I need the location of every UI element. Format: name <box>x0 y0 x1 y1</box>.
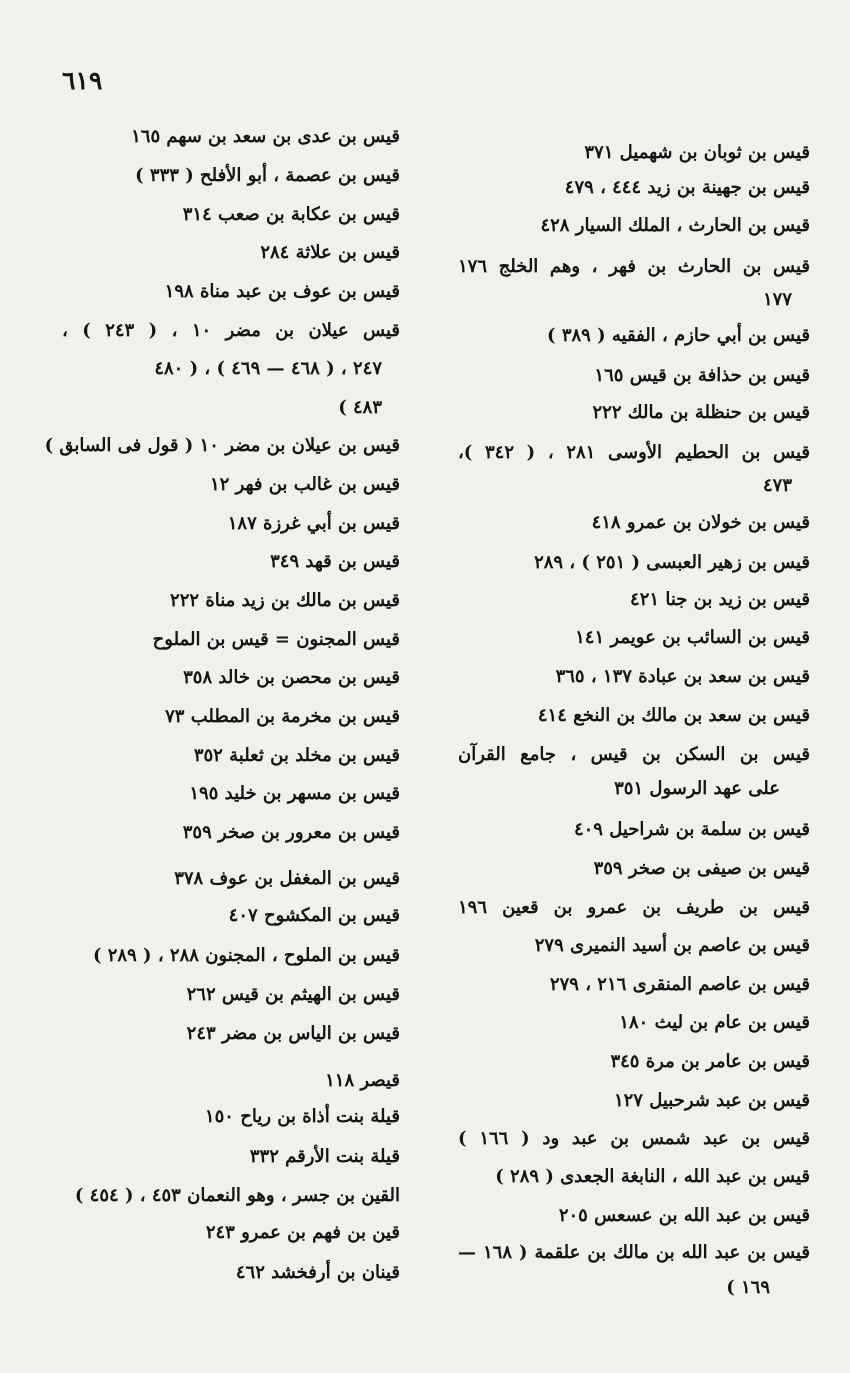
index-entry: قيس بن الحارث بن فهر ، وهم الخلج ١٧٦ <box>458 256 810 277</box>
index-entry: قيس بن أبي حازم ، الفقيه ( ٣٨٩ ) <box>547 325 810 346</box>
index-entry: قيس بن قهد ٣٤٩ <box>270 551 400 572</box>
index-entry: قيس بن عبد شرحبيل ١٢٧ <box>613 1090 810 1111</box>
index-entry: قيس بن مسهر بن خليد ١٩٥ <box>189 783 400 804</box>
index-entry: قيس بن عكابة بن صعب ٣١٤ <box>182 204 400 225</box>
index-entry: قيس بن المغفل بن عوف ٣٧٨ <box>174 868 400 889</box>
index-entry: قيس بن جهينة بن زيد ٤٤٤ ، ٤٧٩ <box>564 177 810 198</box>
index-entry: قينان بن أرفخشد ٤٦٢ <box>235 1262 400 1283</box>
index-entry: قين بن فهم بن عمرو ٢٤٣ <box>205 1222 400 1243</box>
index-entry: قيس بن عوف بن عبد مناة ١٩٨ <box>164 281 400 302</box>
index-entry: قيس بن عبد شمس بن عبد ود ( ١٦٦ ) <box>458 1128 810 1149</box>
index-entry: قيس بن معرور بن صخر ٣٥٩ <box>182 822 400 843</box>
index-entry: قيس بن محصن بن خالد ٣٥٨ <box>183 667 400 688</box>
index-entry: قيس بن سعد بن عبادة ١٣٧ ، ٣٦٥ <box>555 666 810 687</box>
index-entry: قيلة بنت الأرقم ٣٣٢ <box>249 1146 400 1167</box>
index-entry: قيس بن أبي غرزة ١٨٧ <box>227 513 400 534</box>
index-entry: قيس بن الياس بن مضر ٢٤٣ <box>186 1023 400 1044</box>
index-entry: قيس بن طريف بن عمرو بن قعين ١٩٦ <box>458 897 810 918</box>
index-entry: قيس بن الهيثم بن قيس ٢٦٢ <box>186 984 400 1005</box>
index-entry-continuation: ٢٤٧ ، ( ٤٦٨ — ٤٦٩ ) ، ( ٤٨٠ <box>154 358 382 379</box>
index-entry: قيس بن عامر بن مرة ٣٤٥ <box>610 1051 810 1072</box>
page-number: ٦١٩ <box>62 66 103 95</box>
index-entry: قيس بن عدى بن سعد بن سهم ١٦٥ <box>131 126 400 147</box>
index-entry: قيس بن سعد بن مالك بن النخع ٤١٤ <box>537 705 810 726</box>
index-entry: قيس بن الملوح ، المجنون ٢٨٨ ، ( ٢٨٩ ) <box>92 945 400 966</box>
index-entry: قيس بن عصمة ، أبو الأفلح ( ٣٣٣ ) <box>135 165 400 186</box>
index-entry: قيس بن مخلد بن ثعلبة ٣٥٢ <box>193 745 400 766</box>
index-entry: قيس بن علاثة ٢٨٤ <box>260 242 400 263</box>
index-entry: قيس بن السكن بن قيس ، جامع القرآن <box>458 744 810 765</box>
index-entry: قيس بن عيلان بن مضر ١٠ ( قول فى السابق ) <box>44 435 400 456</box>
index-entry: قيس بن الحطيم الأوسى ٢٨١ ، ( ٣٤٢ )، <box>458 442 811 463</box>
index-entry: قيس بن حنظلة بن مالك ٢٢٢ <box>592 402 810 423</box>
index-entry-continuation: ١٦٩ ) <box>726 1277 770 1298</box>
index-entry: قيس بن حذافة بن قيس ١٦٥ <box>594 365 810 386</box>
index-entry: القين بن جسر ، وهو النعمان ٤٥٣ ، ( ٤٥٤ ) <box>74 1185 400 1206</box>
index-entry: قيس بن عبد الله ، النابغة الجعدى ( ٢٨٩ ) <box>495 1166 810 1187</box>
index-entry: قيس بن عبد الله بن مالك بن علقمة ( ١٦٨ — <box>458 1242 810 1263</box>
index-entry: قيس بن مخرمة بن المطلب ٧٣ <box>165 706 400 727</box>
index-entry: قيس بن عام بن ليث ١٨٠ <box>619 1012 810 1033</box>
index-entry: قيلة بنت أذاة بن رياح ١٥٠ <box>204 1106 400 1127</box>
index-entry: قيس بن السائب بن عويمر ١٤١ <box>575 627 810 648</box>
index-entry: قيس بن سلمة بن شراحيل ٤٠٩ <box>573 819 810 840</box>
index-entry: قيس عيلان بن مضر ١٠ ، ( ٢٤٣ ) ، <box>62 320 401 341</box>
index-entry: قيصر ١١٨ <box>325 1070 400 1091</box>
index-entry: قيس بن غالب بن فهر ١٢ <box>210 474 400 495</box>
index-entry: قيس بن عاصم المنقرى ٢١٦ ، ٢٧٩ <box>549 974 810 995</box>
index-entry: قيس بن المكشوح ٤٠٧ <box>228 905 400 926</box>
index-entry: قيس المجنون = قيس بن الملوح <box>152 629 400 650</box>
index-entry: قيس بن ثوبان بن شهميل ٣٧١ <box>584 142 810 163</box>
index-entry: قيس بن الحارث ، الملك السيار ٤٢٨ <box>540 215 810 236</box>
index-entry-continuation: ٤٧٣ <box>762 475 792 496</box>
index-entry: قيس بن مالك بن زيد مناة ٢٢٢ <box>170 590 400 611</box>
index-entry-continuation: ١٧٧ <box>762 289 792 310</box>
index-entry-continuation: على عهد الرسول ٣٥١ <box>614 778 780 799</box>
index-entry: قيس بن صيفى بن صخر ٣٥٩ <box>593 858 810 879</box>
index-entry-continuation: ٤٨٣ ) <box>338 397 382 418</box>
index-entry: قيس بن زيد بن جنا ٤٢١ <box>630 589 810 610</box>
index-entry: قيس بن عبد الله بن عسعس ٢٠٥ <box>558 1205 810 1226</box>
index-entry: قيس بن خولان بن عمرو ٤١٨ <box>591 512 810 533</box>
index-entry: قيس بن عاصم بن أسيد النميرى ٢٧٩ <box>534 935 810 956</box>
index-entry: قيس بن زهير العبسى ( ٢٥١ ) ، ٢٨٩ <box>534 552 810 573</box>
